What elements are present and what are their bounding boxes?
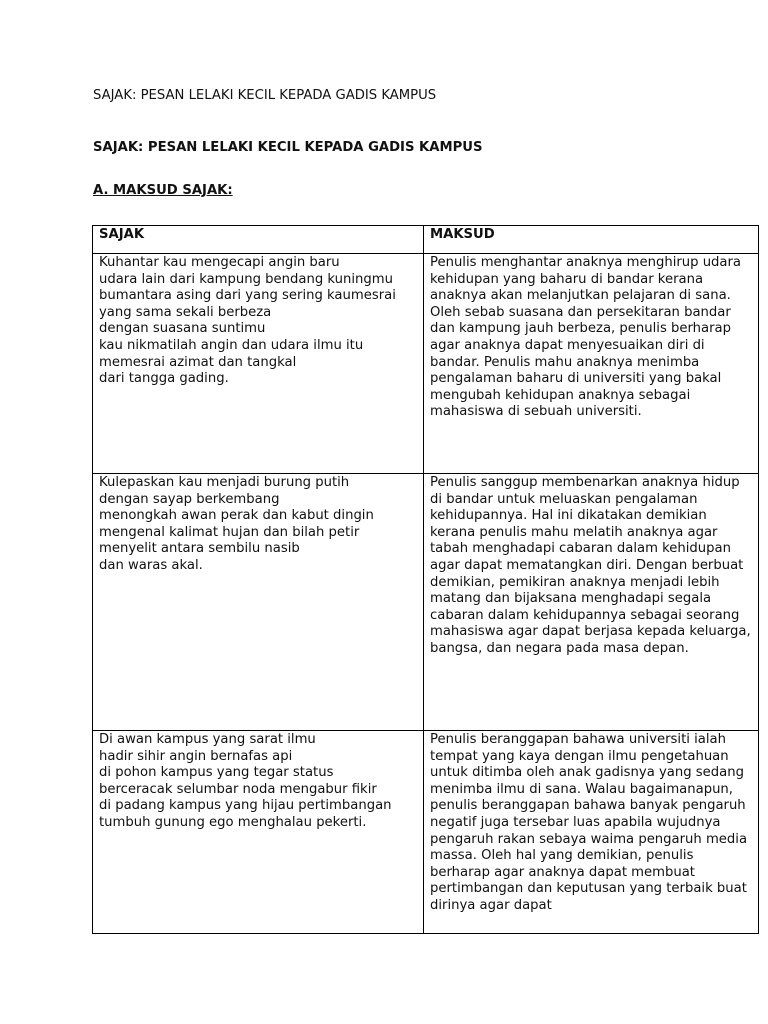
poem-meaning-table [92, 225, 759, 934]
table-row [93, 731, 759, 934]
section-heading: A. MAKSUD SAJAK: [93, 183, 233, 198]
meaning-cell: Penulis beranggapan bahawa universiti ialah tempat yang kaya dengan ilmu pengetahuan untuk ditimba oleh anak gadisnya yang sedang menimba ilmu di sana. Walau bagaimanapun, penulis beranggapan bahawa banyak pengaruh negatif juga tersebar luas apabila wujudnya pengaruh rakan sebaya waima pengaruh media massa. Oleh hal yang demikian, penulis berharap agar anaknya dapat membuat pertimbangan dan keputusan yang terbaik buat dirinya agar dapat [424, 731, 759, 934]
column-header-sajak: SAJAK [93, 226, 424, 254]
poem-stanza-cell: Kulepaskan kau menjadi burung putih dengan sayap berkembang menongkah awan perak dan kabut dingin mengenal kalimat hujan dan bilah petir menyelit antara sembilu nasib dan waras akal. [93, 474, 424, 731]
document-title: SAJAK: PESAN LELAKI KECIL KEPADA GADIS KAMPUS [93, 88, 437, 103]
meaning-cell: Penulis menghantar anaknya menghirup udara kehidupan yang baharu di bandar kerana anaknya akan melanjutkan pelajaran di sana. Oleh sebab suasana dan persekitaran bandar dan kampung jauh berbeza, penulis berharap agar anaknya dapat menyesuaikan diri di bandar. Penulis mahu anaknya menimba pengalaman baharu di universiti yang bakal mengubah kehidupan anaknya sebagai mahasiswa di sebuah universiti. [424, 254, 759, 474]
table-row [93, 254, 759, 474]
poem-stanza-cell: Di awan kampus yang sarat ilmu hadir sihir angin bernafas api di pohon kampus yang tegar status berceracak selumbar noda mengabur fikir di padang kampus yang hijau pertimbangan tumbuh gunung ego menghalau pekerti. [93, 731, 424, 934]
table-header-row [93, 226, 759, 254]
poem-stanza-cell: Kuhantar kau mengecapi angin baru udara lain dari kampung bendang kuningmu bumantara asing dari yang sering kaumesrai yang sama sekali berbeza dengan suasana suntimu kau nikmatilah angin dan udara ilmu itu memesrai azimat dan tangkal dari tangga gading. [93, 254, 424, 474]
table-row [93, 474, 759, 731]
column-header-maksud: MAKSUD [424, 226, 759, 254]
meaning-cell: Penulis sanggup membenarkan anaknya hidup di bandar untuk meluaskan pengalaman kehidupannya. Hal ini dikatakan demikian kerana penulis mahu melatih anaknya agar tabah menghadapi cabaran dalam kehidupan agar dapat mematangkan diri. Dengan berbuat demikian, pemikiran anaknya menjadi lebih matang dan bijaksana menghadapi segala cabaran dalam kehidupannya sebagai seorang mahasiswa agar dapat berjasa kepada keluarga, bangsa, dan negara pada masa depan. [424, 474, 759, 731]
document-heading: SAJAK: PESAN LELAKI KECIL KEPADA GADIS KAMPUS [93, 140, 483, 155]
